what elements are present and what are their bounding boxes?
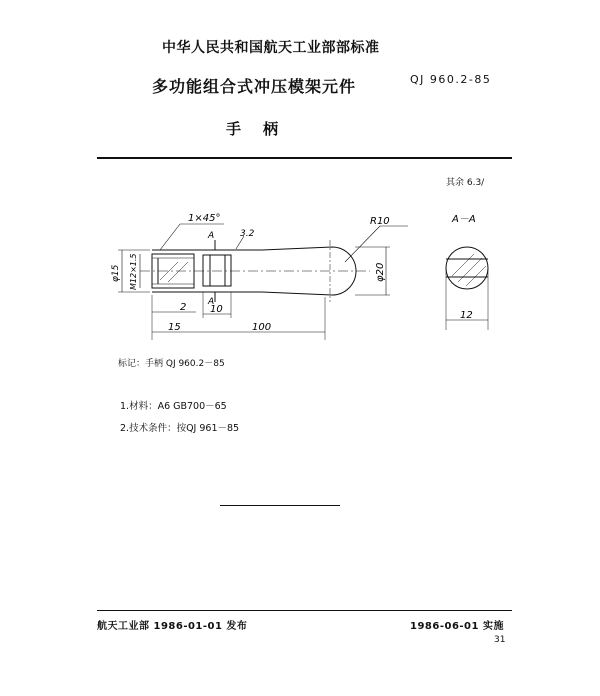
org-title: 中华人民共和国航天工业部部标准 bbox=[162, 40, 380, 56]
section-title: A－A bbox=[452, 214, 476, 225]
dim-100: 100 bbox=[252, 322, 272, 333]
issue-date: 航天工业部 1986-01-01 发布 bbox=[97, 621, 248, 632]
part-name: 手柄 bbox=[226, 120, 301, 138]
marking-note: 标记：手柄 QJ 960.2－85 bbox=[118, 359, 225, 369]
dim-10: 10 bbox=[210, 304, 223, 315]
section-circle bbox=[446, 247, 488, 289]
note-technical: 2.技术条件：按QJ 961－85 bbox=[120, 423, 240, 434]
dim-d15: φ15 bbox=[111, 264, 121, 282]
implement-date: 1986-06-01 实施 bbox=[410, 621, 504, 632]
roughness-label: 3.2 bbox=[240, 229, 255, 239]
dim-2: 2 bbox=[180, 302, 187, 313]
radius-label: R10 bbox=[370, 216, 390, 227]
groove bbox=[203, 255, 231, 286]
footer-rule bbox=[97, 610, 512, 611]
dim-12: 12 bbox=[460, 310, 473, 321]
section-mark-top: A bbox=[208, 231, 215, 241]
section-mark-bottom: A bbox=[208, 297, 215, 307]
roughness-note: 其余 6.3/ bbox=[446, 178, 485, 188]
page-number: 31 bbox=[494, 635, 506, 645]
dim-15: 15 bbox=[168, 322, 181, 333]
document-code: QJ 960.2-85 bbox=[410, 73, 492, 86]
note-material: 1.材料：A6 GB700－65 bbox=[120, 401, 227, 412]
end-rule bbox=[220, 505, 340, 506]
chamfer-label: 1×45° bbox=[188, 213, 221, 224]
dim-m12: M12×1.5 bbox=[129, 253, 138, 290]
dim-d20: φ20 bbox=[375, 262, 386, 282]
document-title: 多功能组合式冲压模架元件 bbox=[152, 77, 357, 96]
